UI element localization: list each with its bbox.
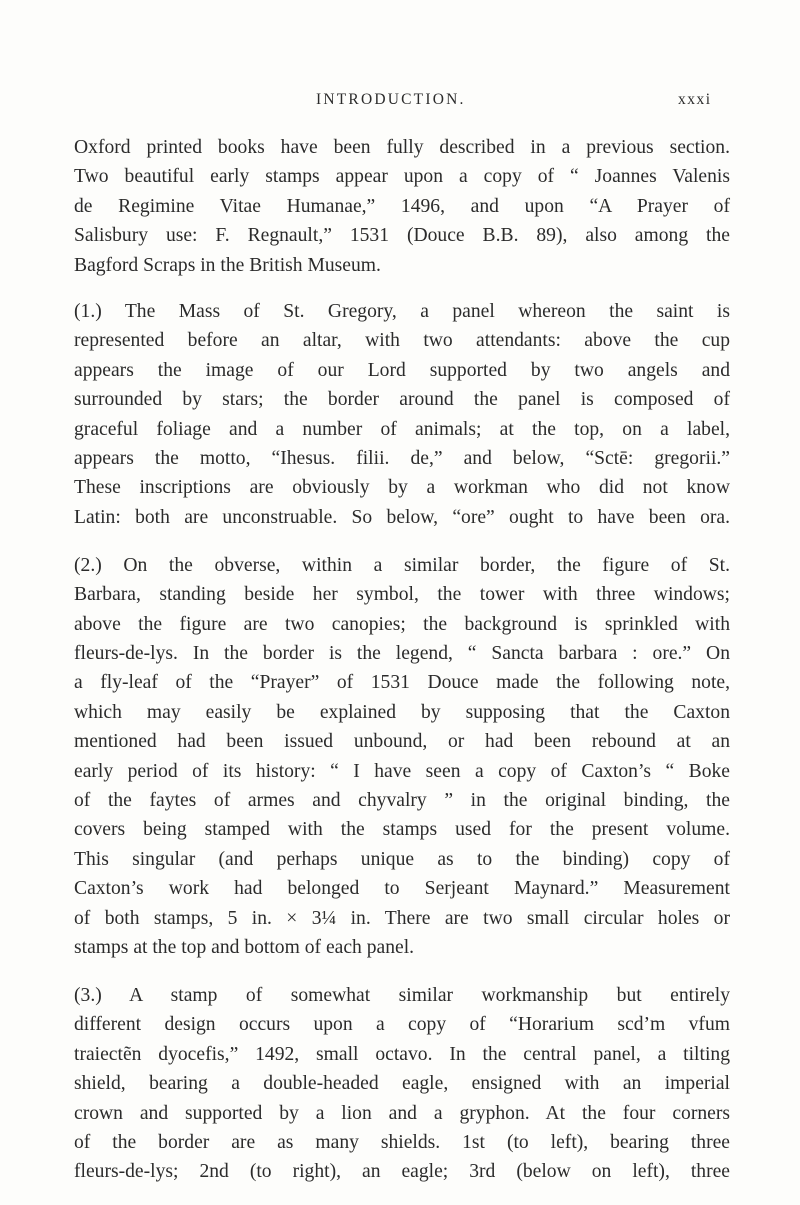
running-head bbox=[0, 91, 800, 115]
text-line: appears the motto, “Ihesus. filii. de,” and below, “Sctē: gregorii.” bbox=[74, 448, 730, 470]
text-line: represented before an altar, with two attendants: above the cup bbox=[74, 330, 730, 352]
paragraph-2 bbox=[74, 297, 730, 532]
text-line: Barbara, standing beside her symbol, the tower with three windows; bbox=[74, 584, 730, 606]
text-line: covers being stamped with the stamps used for the present volume. bbox=[74, 819, 730, 841]
text-line: a fly-leaf of the “Prayer” of 1531 Douce made the following note, bbox=[74, 672, 730, 694]
text-line: of the border are as many shields. 1st (to left), bearing three bbox=[74, 1132, 730, 1153]
text-line: of the faytes of armes and chyvalry ” in the original binding, the bbox=[74, 790, 730, 812]
text-line: different design occurs upon a copy of “Horarium scd’m vfum bbox=[74, 1014, 730, 1036]
page-number: xxxi bbox=[678, 91, 712, 108]
text-line: These inscriptions are obviously by a workman who did not know bbox=[74, 477, 730, 499]
text-line: graceful foliage and a number of animals; at the top, on a label, bbox=[74, 418, 730, 440]
text-line: crown and supported by a lion and a gryphon. At the four corners bbox=[74, 1102, 730, 1124]
text-line: of both stamps, 5 in. × 3¼ in. There are two small circular holes or bbox=[74, 907, 730, 929]
text-line: (2.) On the obverse, within a similar border, the figure of St. bbox=[74, 554, 730, 576]
text-line: Oxford printed books have been fully described in a previous section. bbox=[74, 137, 730, 158]
text-line: Two beautiful early stamps appear upon a copy of “ Joannes Valenis bbox=[74, 166, 730, 188]
text-line: early period of its history: “ I have seen a copy of Caxton’s “ Boke bbox=[74, 760, 730, 782]
text-line: surrounded by stars; the border around the panel is composed of bbox=[74, 389, 730, 411]
body-text bbox=[74, 133, 730, 1205]
running-title: INTRODUCTION. bbox=[316, 91, 466, 108]
text-line: Salisbury use: F. Regnault,” 1531 (Douce B.B. 89), also among the bbox=[74, 225, 730, 247]
text-line: which may easily be explained by supposing that the Caxton bbox=[74, 701, 730, 723]
text-line: fleurs-de-lys. In the border is the legend, “ Sancta barbara : ore.” On bbox=[74, 643, 730, 664]
text-line: Bagford Scraps in the British Museum. bbox=[74, 254, 381, 276]
text-line: mentioned had been issued unbound, or had been rebound at an bbox=[74, 731, 730, 753]
paragraph-3 bbox=[74, 551, 730, 963]
text-line: above the figure are two canopies; the background is sprinkled with bbox=[74, 613, 730, 635]
text-line: shield, bearing a double-headed eagle, ensigned with an imperial bbox=[74, 1073, 730, 1095]
paragraph-1 bbox=[74, 133, 730, 280]
text-line: traiectẽn dyocefis,” 1492, small octavo. In the central panel, a tilting bbox=[74, 1043, 730, 1065]
paragraph-4 bbox=[74, 981, 730, 1187]
text-line: Caxton’s work had belonged to Serjeant Maynard.” Measurement bbox=[74, 878, 730, 900]
text-line: stamps at the top and bottom of each panel. bbox=[74, 937, 415, 959]
text-line: This singular (and perhaps unique as to the binding) copy of bbox=[74, 848, 730, 870]
text-line: appears the image of our Lord supported by two angels and bbox=[74, 359, 730, 381]
text-line: (1.) The Mass of St. Gregory, a panel whereon the saint is bbox=[74, 301, 730, 323]
text-line: fleurs-de-lys; 2nd (to right), an eagle; 3rd (below on left), three bbox=[74, 1161, 730, 1183]
text-line: (3.) A stamp of somewhat similar workmanship but entirely bbox=[74, 984, 730, 1006]
text-line: Latin: both are unconstruable. So below, “ore” ought to have been ora. bbox=[74, 506, 730, 528]
text-line: de Regimine Vitae Humanae,” 1496, and upon “A Prayer of bbox=[74, 195, 730, 217]
